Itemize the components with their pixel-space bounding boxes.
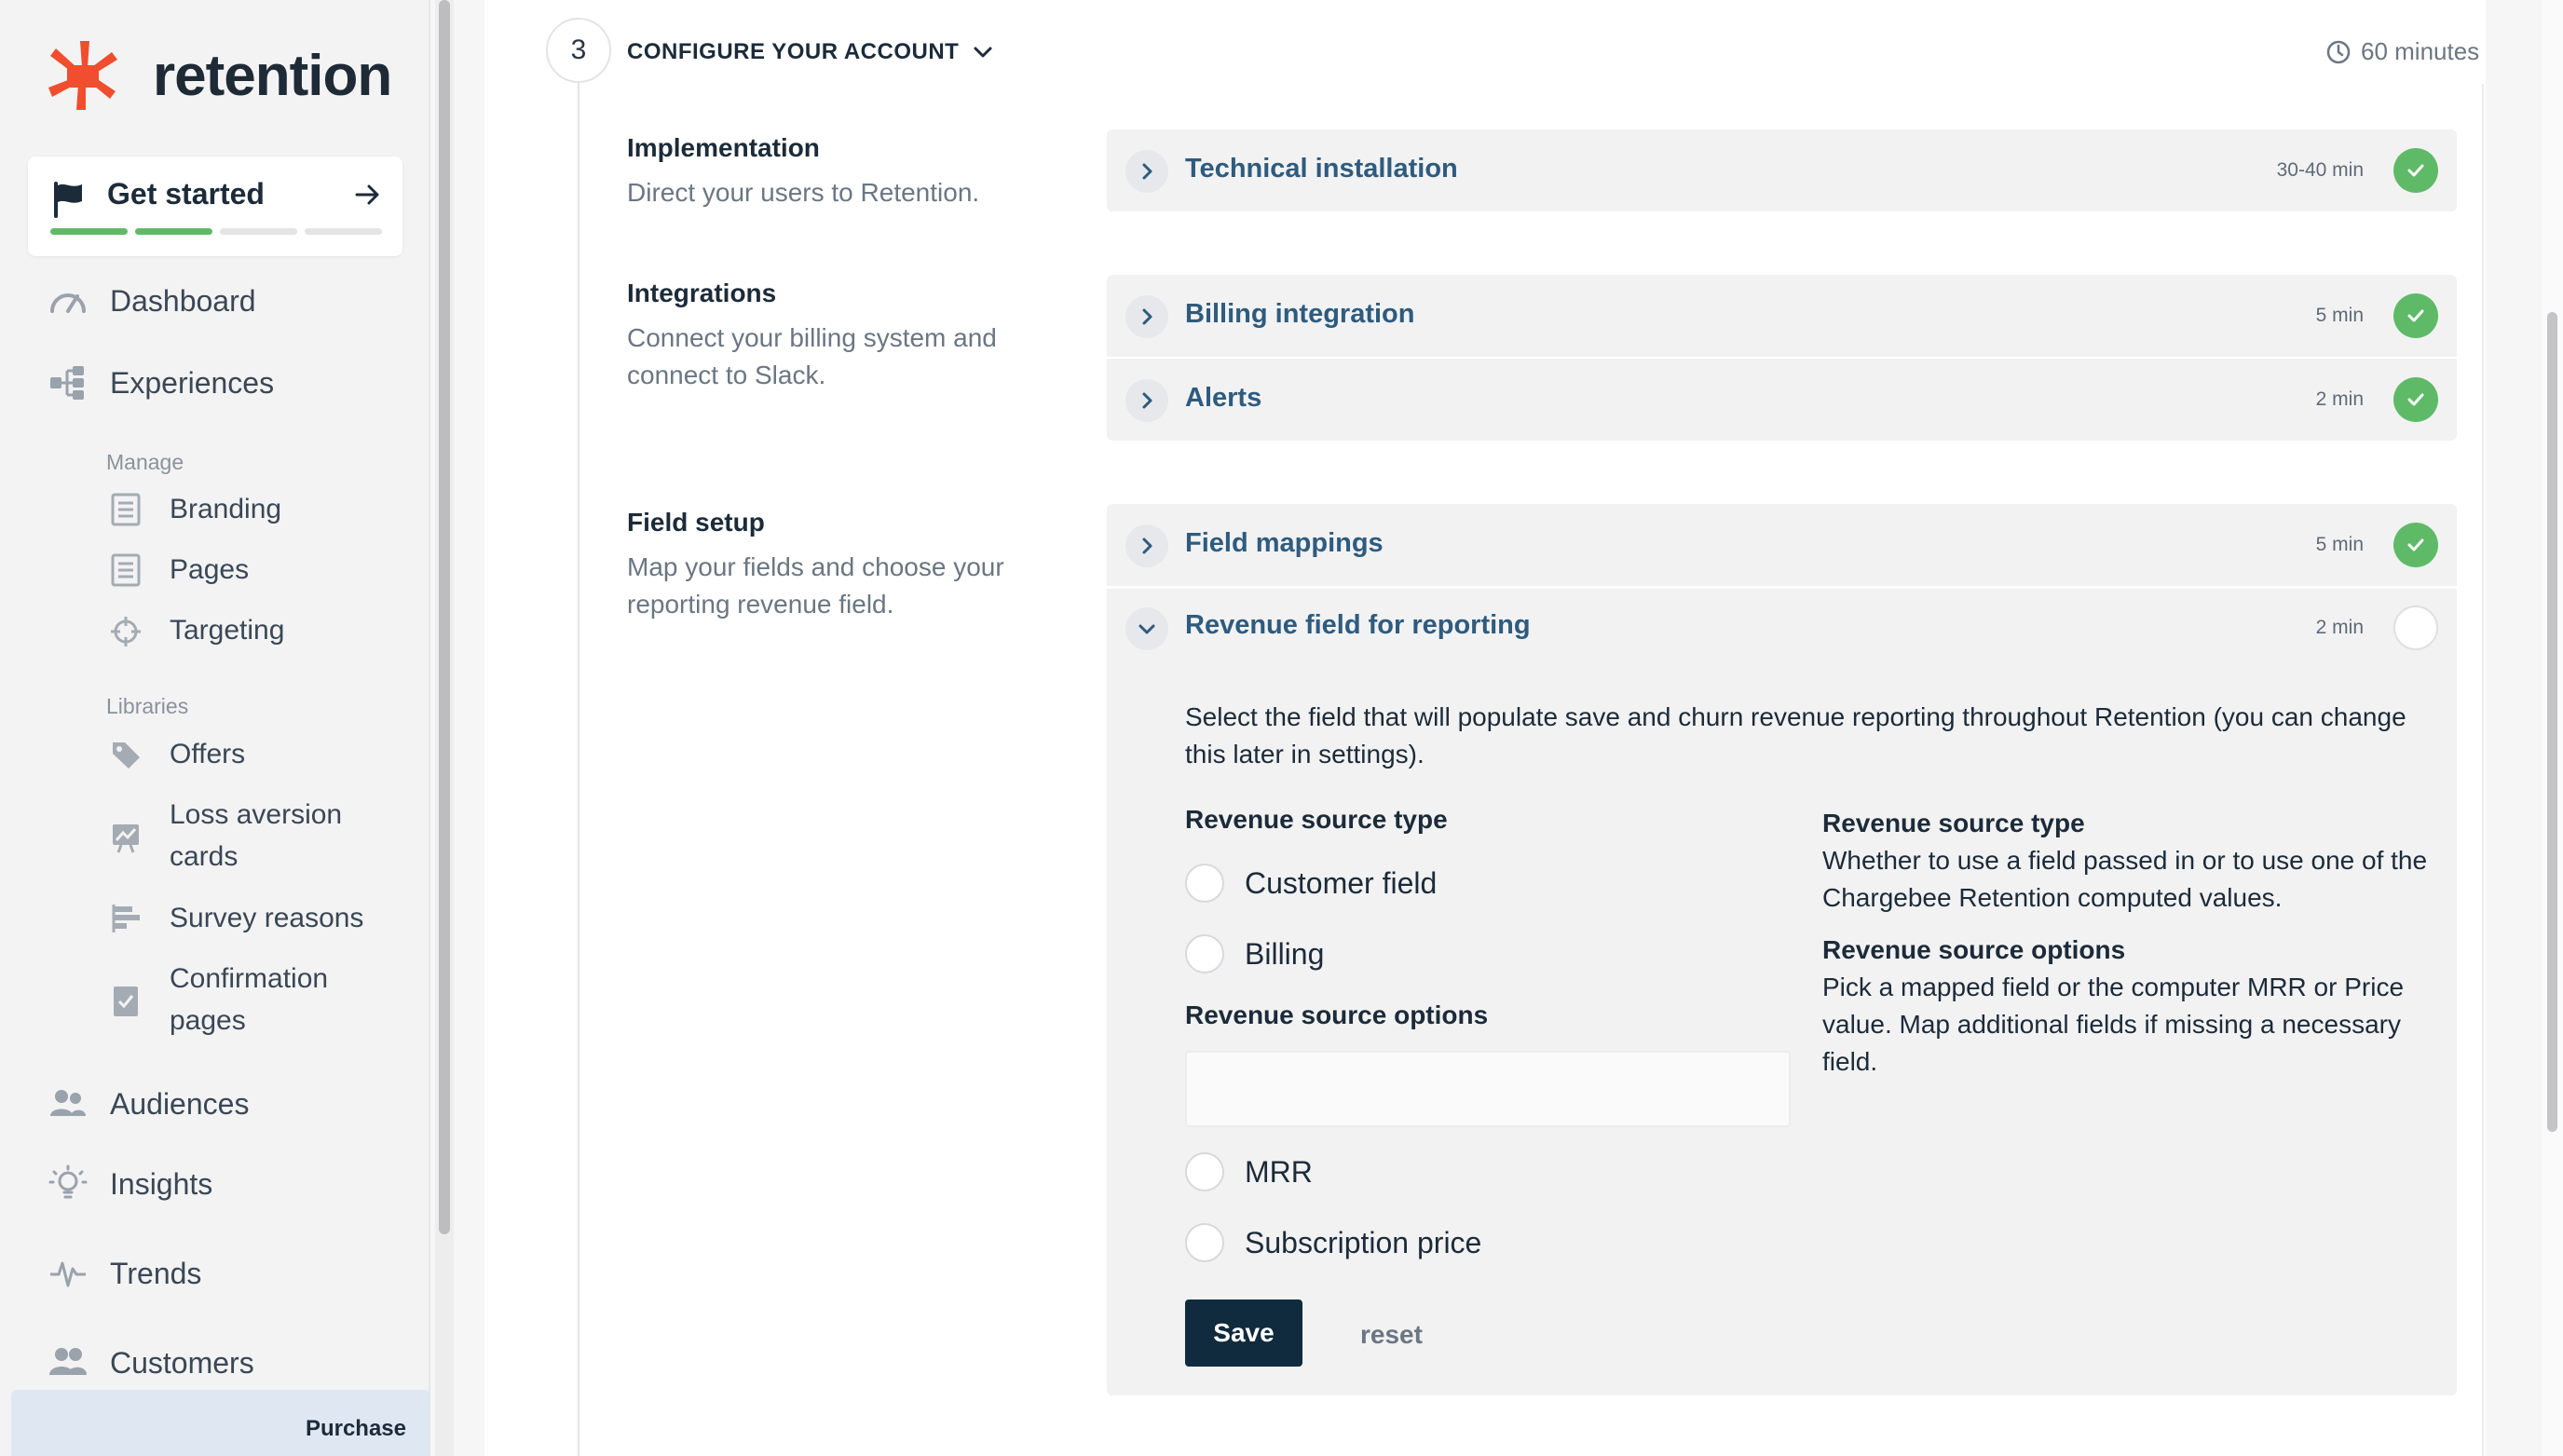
field-setup-desc: Map your fields and choose your reporting revenue field. — [627, 552, 1004, 619]
task-divider — [1107, 586, 2457, 588]
radio-subscription-price[interactable] — [1185, 1223, 1481, 1262]
incomplete-circle-icon — [2393, 606, 2438, 650]
pulse-icon — [48, 1254, 88, 1293]
chevron-right-icon[interactable] — [1125, 524, 1168, 567]
content-border — [2482, 84, 2484, 1456]
gauge-icon — [48, 281, 88, 320]
sidebar-item-label: Targeting — [170, 615, 285, 646]
radio-mrr[interactable] — [1185, 1152, 1313, 1191]
task-field-mappings[interactable] — [1107, 504, 2457, 586]
task-title: Billing integration — [1185, 299, 1415, 329]
sidebar-item-label-line: Confirmation — [170, 963, 329, 994]
bars-icon — [110, 901, 142, 938]
sidebar-item-targeting[interactable] — [110, 609, 284, 651]
integrations-desc: Connect your billing system and connect to Slack. — [627, 323, 997, 389]
task-time: 2 min — [2315, 388, 2364, 410]
help-text: Pick a mapped field or the computer MRR or Price value. Map additional fields if missing a necessary field. — [1822, 973, 2405, 1076]
step-timeline — [578, 75, 579, 1456]
sidebar-item-dashboard[interactable] — [48, 281, 256, 320]
sidebar-item-insights[interactable] — [48, 1164, 212, 1204]
users-icon — [48, 1084, 88, 1123]
step-duration — [2325, 37, 2479, 66]
integrations-title: Integrations — [627, 279, 777, 307]
sidebar-item-label: Customers — [110, 1345, 254, 1380]
help-source-options — [1822, 932, 2437, 1081]
radio-button[interactable] — [1185, 1152, 1224, 1191]
sidebar-item-label: Insights — [110, 1166, 213, 1201]
revenue-source-type-label: Revenue source type — [1185, 805, 1448, 834]
task-revenue-field-panel — [1107, 589, 2457, 1395]
document-icon — [110, 492, 142, 529]
purchase-bar[interactable] — [11, 1390, 430, 1456]
main-scrollbar[interactable] — [2542, 0, 2563, 1456]
sidebar-scrollbar-thumb[interactable] — [439, 0, 450, 1234]
arrow-right-icon — [354, 181, 382, 209]
sidebar-item-customers[interactable] — [48, 1343, 254, 1382]
sidebar-item-confirmation-pages[interactable] — [110, 958, 328, 1041]
save-button[interactable]: Save — [1185, 1300, 1302, 1367]
revenue-source-options-select[interactable] — [1185, 1051, 1791, 1127]
sidebar — [0, 0, 430, 1456]
retention-logo[interactable] — [47, 39, 391, 112]
chevron-right-icon[interactable] — [1125, 379, 1168, 422]
duration-text: 60 minutes — [2361, 37, 2480, 65]
sidebar-item-label: Trends — [110, 1256, 202, 1290]
sidebar-item-label: Experiences — [110, 365, 275, 400]
sidebar-item-offers[interactable] — [110, 733, 245, 775]
task-technical-installation[interactable] — [1107, 129, 2457, 211]
libraries-heading: Libraries — [106, 694, 189, 718]
brand-name: retention — [153, 43, 392, 108]
sidebar-item-label-line: pages — [170, 1005, 246, 1036]
check-square-icon — [110, 983, 142, 1020]
chevron-down-icon — [972, 41, 994, 63]
task-billing-integration[interactable] — [1107, 275, 2457, 357]
document-icon — [110, 552, 142, 590]
sidebar-scrollbar[interactable] — [435, 0, 454, 1456]
retention-logo-mark-icon — [47, 39, 119, 112]
get-started-card[interactable] — [28, 156, 402, 256]
revenue-source-options-label: Revenue source options — [1185, 1000, 1489, 1029]
purchase-label: Purchase — [305, 1416, 406, 1441]
task-time: 30-40 min — [2276, 159, 2364, 181]
sidebar-item-trends[interactable] — [48, 1254, 201, 1293]
flow-icon — [48, 363, 88, 402]
help-title: Revenue source options — [1822, 935, 2126, 964]
chart-card-icon — [110, 819, 142, 856]
task-title[interactable]: Revenue field for reporting — [1185, 610, 1531, 640]
sidebar-item-label: Branding — [170, 494, 282, 524]
task-time: 5 min — [2315, 305, 2364, 326]
sidebar-item-label: Survey reasons — [170, 903, 364, 933]
get-started-progress — [50, 228, 382, 235]
sidebar-item-label-line: Loss aversion — [170, 799, 343, 830]
radio-label: Billing — [1245, 936, 1325, 971]
manage-heading: Manage — [106, 450, 184, 474]
main-scrollbar-thumb[interactable] — [2547, 312, 2557, 1132]
sidebar-item-label: Offers — [170, 739, 246, 769]
radio-button[interactable] — [1185, 864, 1224, 903]
step-header[interactable] — [627, 39, 994, 65]
progress-segment — [50, 228, 128, 235]
radio-billing[interactable] — [1185, 934, 1324, 973]
sidebar-item-label: Dashboard — [110, 283, 256, 318]
help-source-type — [1822, 805, 2437, 917]
implementation-title: Implementation — [627, 133, 820, 162]
progress-segment — [305, 228, 382, 235]
sidebar-item-survey-reasons[interactable] — [110, 897, 363, 939]
task-title: Field mappings — [1185, 528, 1384, 558]
flag-icon — [52, 181, 86, 218]
field-setup-title: Field setup — [627, 508, 765, 537]
check-icon — [2393, 523, 2438, 567]
check-icon — [2393, 148, 2438, 193]
chevron-right-icon[interactable] — [1125, 150, 1168, 193]
check-icon — [2393, 293, 2438, 338]
get-started-label: Get started — [107, 177, 265, 211]
sidebar-item-label — [170, 794, 342, 878]
sidebar-item-branding[interactable] — [110, 488, 281, 530]
task-time: 5 min — [2315, 534, 2364, 555]
radio-label: Customer field — [1245, 865, 1438, 900]
task-title: Technical installation — [1185, 154, 1458, 184]
sidebar-item-label-line: cards — [170, 841, 239, 872]
sidebar-item-loss-aversion-cards[interactable] — [110, 794, 342, 878]
chevron-right-icon[interactable] — [1125, 295, 1168, 338]
task-title: Alerts — [1185, 383, 1262, 413]
sidebar-item-audiences[interactable] — [48, 1084, 249, 1123]
people-icon — [48, 1343, 88, 1382]
step-title: CONFIGURE YOUR ACCOUNT — [627, 39, 960, 64]
sidebar-item-label — [170, 958, 328, 1041]
task-time: 2 min — [2315, 617, 2364, 638]
radio-button[interactable] — [1185, 1223, 1224, 1262]
implementation-desc: Direct your users to Retention. — [627, 178, 980, 207]
help-title: Revenue source type — [1822, 809, 2085, 837]
sidebar-item-pages[interactable] — [110, 549, 249, 591]
radio-button[interactable] — [1185, 934, 1224, 973]
step-number: 3 — [546, 18, 611, 83]
sidebar-item-experiences[interactable] — [48, 363, 274, 402]
task-alerts[interactable] — [1107, 359, 2457, 441]
help-text: Whether to use a field passed in or to use one of the Chargebee Retention computed values. — [1822, 846, 2428, 912]
sidebar-item-label: Pages — [170, 554, 250, 585]
crosshair-icon — [110, 613, 142, 650]
progress-segment — [220, 228, 297, 235]
tag-icon — [110, 737, 142, 774]
clock-icon — [2325, 39, 2352, 65]
radio-customer-field[interactable] — [1185, 864, 1437, 903]
radio-label: Subscription price — [1245, 1225, 1482, 1259]
sidebar-item-label: Audiences — [110, 1086, 250, 1121]
radio-label: MRR — [1245, 1154, 1313, 1189]
revenue-description: Select the field that will populate save and churn revenue reporting throughout Retention (you can change this later in settings). — [1185, 702, 2406, 769]
lightbulb-icon — [48, 1164, 88, 1204]
check-icon — [2393, 377, 2438, 422]
chevron-down-icon[interactable] — [1125, 607, 1168, 650]
progress-segment — [135, 228, 212, 235]
reset-button[interactable]: reset — [1360, 1320, 1423, 1349]
